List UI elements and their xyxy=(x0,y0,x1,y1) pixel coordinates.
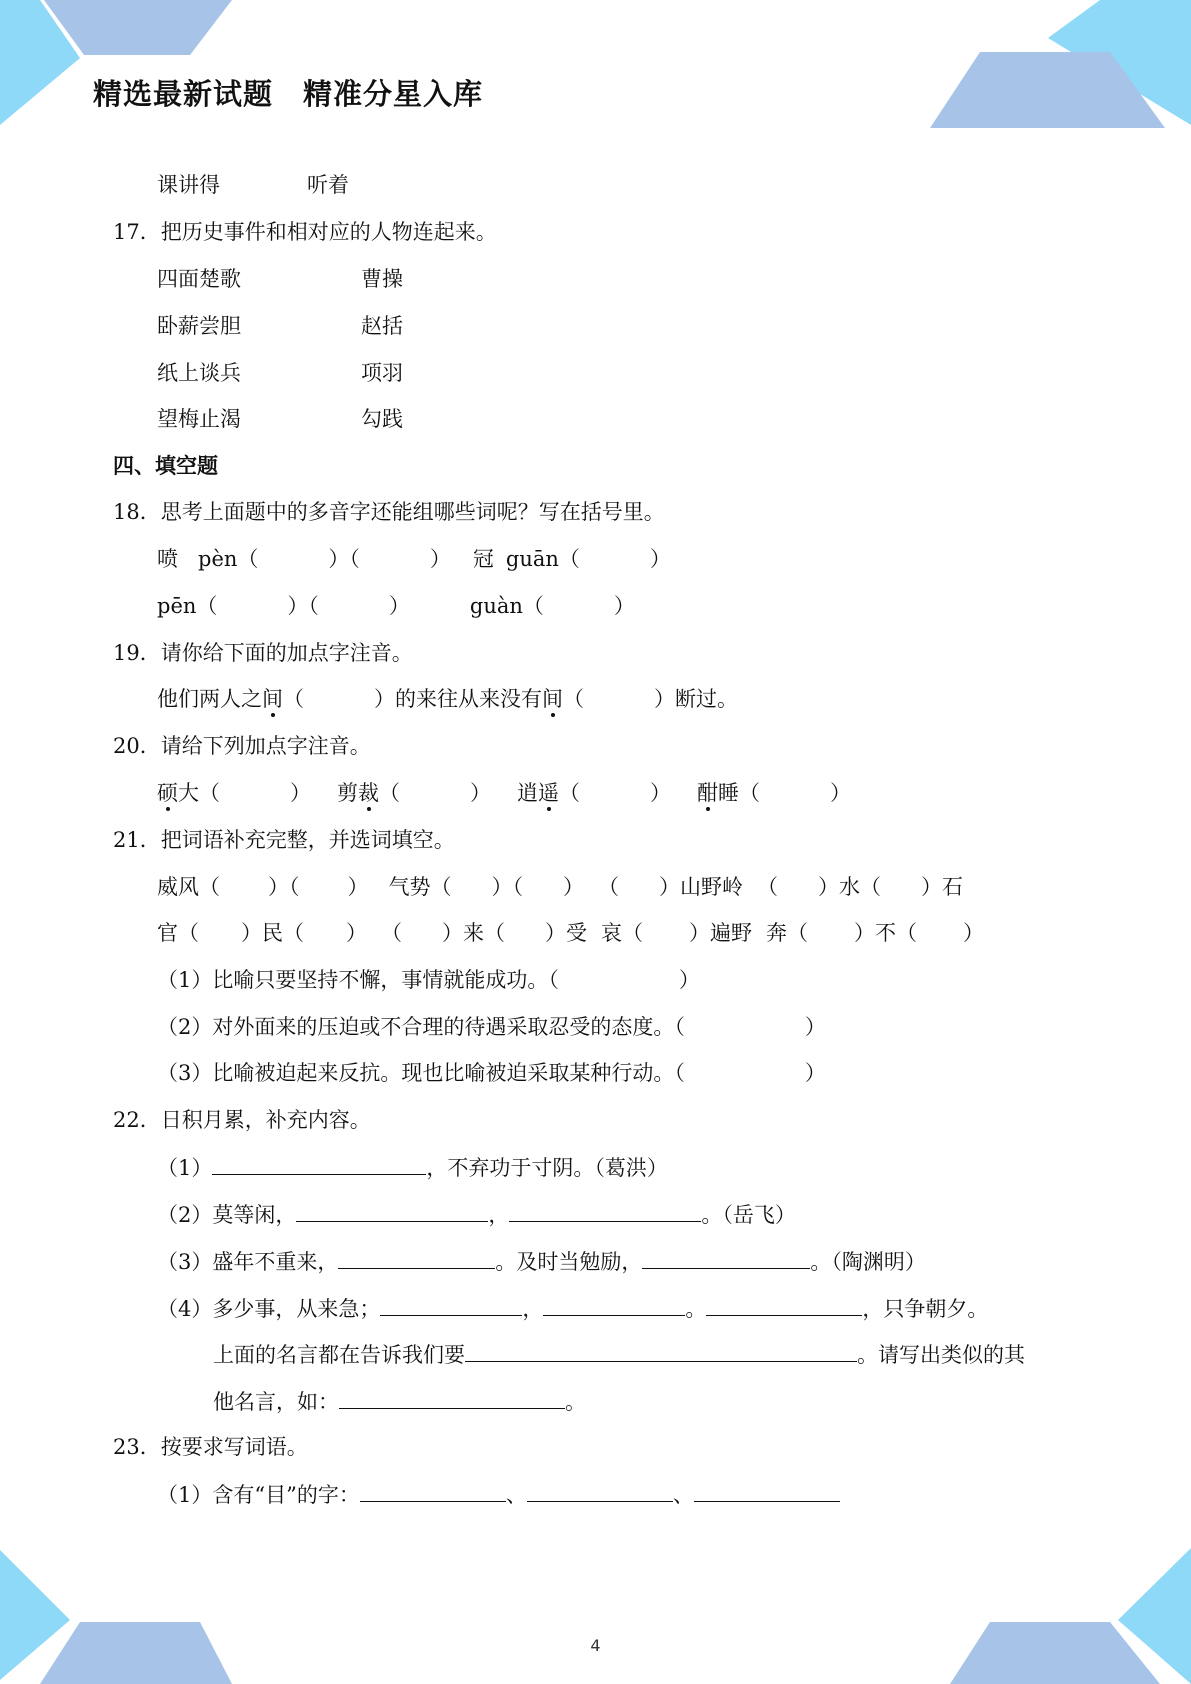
text-fragment: ）（ xyxy=(268,875,300,899)
text-fragment: ） xyxy=(649,547,671,571)
text-fragment: ） xyxy=(429,547,451,571)
text-fragment: ）遍野 xyxy=(689,921,752,945)
text-fragment: ）的来往从来没有 xyxy=(374,687,542,711)
text-fragment: 。及时当勉励， xyxy=(495,1250,643,1274)
match-person: 曹操 xyxy=(361,267,403,291)
text-fragment: ）受 xyxy=(545,921,587,945)
answer-blank[interactable] xyxy=(338,1246,495,1269)
text-fragment: （ xyxy=(757,875,778,899)
text-fragment: 他们两人之 xyxy=(157,687,262,711)
question-18: 18．思考上面题中的多音字还能组哪些词呢？写在括号里。 xyxy=(113,500,665,524)
text-fragment: ，只争朝夕。 xyxy=(862,1297,989,1321)
match-event: 纸上谈兵 xyxy=(157,361,241,385)
text-fragment: 威风（ xyxy=(157,875,220,899)
answer-blank[interactable] xyxy=(527,1479,673,1502)
text-fragment: ）（ xyxy=(287,594,319,618)
text-fragment: （ xyxy=(199,781,220,805)
text-fragment: （ xyxy=(237,547,259,571)
question-21-line-1 xyxy=(157,873,963,901)
answer-blank[interactable] xyxy=(642,1246,810,1269)
text-fragment: ） xyxy=(830,781,851,805)
text-fragment: （ xyxy=(522,594,544,618)
text-fragment: ） xyxy=(804,1061,826,1085)
text-fragment: （ xyxy=(283,687,304,711)
text-fragment: ）（ xyxy=(491,875,523,899)
text-fragment: （ xyxy=(739,781,760,805)
text-fragment: 。 xyxy=(685,1297,707,1321)
text-fragment: ）来（ xyxy=(442,921,505,945)
question-22-example xyxy=(213,1386,586,1416)
dotted-character: 硕 xyxy=(157,781,178,805)
question-23: 23．按要求写词语。 xyxy=(113,1435,308,1459)
text-fragment: ） xyxy=(347,875,369,899)
text-fragment: （2）莫等闲， xyxy=(157,1203,297,1227)
text-fragment: ） xyxy=(563,875,584,899)
question-22-summary xyxy=(213,1339,1025,1369)
text-fragment: 。（岳飞） xyxy=(701,1203,796,1227)
answer-blank[interactable] xyxy=(296,1199,488,1222)
text-fragment: （3）盛年不重来， xyxy=(157,1250,339,1274)
dotted-character: 间 xyxy=(262,687,283,711)
text-fragment: （ xyxy=(379,781,400,805)
pinyin: pēn xyxy=(157,594,197,618)
text-fragment: 。（陶渊明） xyxy=(810,1250,926,1274)
text-fragment: ， xyxy=(488,1203,510,1227)
question-21-item-2 xyxy=(157,1013,826,1041)
pinyin: guàn xyxy=(469,594,523,618)
question-18-line-2 xyxy=(157,592,635,620)
question-20-line xyxy=(157,779,851,807)
text-fragment: （2）对外面来的压迫或不合理的待遇采取忍受的态度。（ xyxy=(157,1015,685,1039)
question-21: 21．把词语补充完整，并选词填空。 xyxy=(113,828,455,852)
match-event: 卧薪尝胆 xyxy=(157,314,241,338)
question-22-item-4 xyxy=(157,1293,988,1323)
text-fragment: （ xyxy=(598,875,619,899)
dotted-character: 间 xyxy=(542,687,563,711)
answer-blank[interactable] xyxy=(509,1199,701,1222)
text-fragment: ）山野岭 xyxy=(659,875,743,899)
text-fragment: （3）比喻被迫起来反抗。现也比喻被迫采取某种行动。（ xyxy=(157,1061,685,1085)
question-18-line-1 xyxy=(157,545,671,573)
text-fragment: 他名言，如： xyxy=(213,1390,339,1414)
pinyin: guān xyxy=(505,547,559,571)
match-person: 项羽 xyxy=(361,361,403,385)
text-fragment: ，不弃功于寸阴。（葛洪） xyxy=(426,1156,668,1180)
text-fragment: （1） xyxy=(157,1156,213,1180)
text-fragment: ）断过。 xyxy=(654,687,738,711)
page-number: 4 xyxy=(590,1636,601,1655)
match-event: 四面楚歌 xyxy=(157,267,241,291)
match-person: 勾践 xyxy=(361,407,403,431)
header-title: 精选最新试题 精准分星入库 xyxy=(93,77,484,111)
match-person: 赵括 xyxy=(361,314,403,338)
text-fragment: 官（ xyxy=(157,921,199,945)
question-22-item-1 xyxy=(157,1152,668,1182)
text-fragment: ）民（ xyxy=(241,921,304,945)
answer-blank[interactable] xyxy=(360,1479,506,1502)
text-fragment: 、 xyxy=(505,1483,527,1507)
text-fragment: 课讲得 xyxy=(157,173,220,197)
text-fragment: 。请写出类似的其 xyxy=(857,1343,1025,1367)
text-fragment: 喷 xyxy=(157,547,178,571)
text-fragment: ）水（ xyxy=(818,875,881,899)
text-fragment: 听着 xyxy=(307,173,349,197)
question-22-item-2 xyxy=(157,1199,796,1229)
text-fragment: ， xyxy=(522,1297,544,1321)
dotted-character: 遥 xyxy=(538,781,559,805)
text-fragment: （ xyxy=(563,687,584,711)
pinyin: pèn xyxy=(198,547,238,571)
text-fragment: ） xyxy=(963,921,984,945)
text-fragment: ） xyxy=(613,594,635,618)
text-fragment: ） xyxy=(678,968,700,992)
text-fragment: 剪 xyxy=(337,781,358,805)
text-fragment: ） xyxy=(804,1015,826,1039)
text-fragment: （1）比喻只要坚持不懈，事情就能成功。（ xyxy=(157,968,559,992)
text-fragment: 逍 xyxy=(517,781,538,805)
text-fragment: 。 xyxy=(565,1390,586,1414)
text-fragment: ）（ xyxy=(328,547,360,571)
answer-blank[interactable] xyxy=(380,1293,522,1316)
answer-blank[interactable] xyxy=(465,1339,857,1362)
text-fragment: 奔（ xyxy=(766,921,808,945)
question-19: 19．请你给下面的加点字注音。 xyxy=(113,641,413,665)
answer-blank[interactable] xyxy=(212,1152,426,1175)
text-fragment: （4）多少事，从来急； xyxy=(157,1297,381,1321)
question-22-item-3 xyxy=(157,1246,926,1276)
text-fragment: （ xyxy=(559,781,580,805)
text-fragment: 上面的名言都在告诉我们要 xyxy=(213,1343,465,1367)
question-21-item-3 xyxy=(157,1059,826,1087)
text-fragment: （ xyxy=(381,921,402,945)
text-fragment: ） xyxy=(290,781,311,805)
text-fragment: ） xyxy=(650,781,671,805)
question-21-line-2 xyxy=(157,919,984,947)
text-fragment: （ xyxy=(558,547,580,571)
text-fragment: ）石 xyxy=(921,875,963,899)
text-fragment: （ xyxy=(196,594,218,618)
text-fragment: 大 xyxy=(178,781,199,805)
text-fragment: ） xyxy=(388,594,410,618)
text-fragment: 哀（ xyxy=(601,921,643,945)
question-21-item-1 xyxy=(157,966,700,994)
match-event: 望梅止渴 xyxy=(157,407,241,431)
text-fragment: ） xyxy=(470,781,491,805)
text-fragment: ） xyxy=(346,921,367,945)
text-fragment: 气势（ xyxy=(388,875,452,899)
bottom-right-decoration xyxy=(950,1540,1191,1684)
dotted-character: 裁 xyxy=(358,781,379,805)
text-fragment: 睡 xyxy=(718,781,739,805)
question-19-line xyxy=(157,685,738,713)
answer-blank[interactable] xyxy=(706,1293,862,1316)
section-heading: 四、填空题 xyxy=(113,454,218,478)
question-23-item-1 xyxy=(157,1479,840,1509)
top-right-decoration xyxy=(930,0,1191,130)
text-fragment: （1）含有“目”的字： xyxy=(157,1483,360,1507)
question-22: 22．日积月累，补充内容。 xyxy=(113,1108,371,1132)
text-fragment: ）不（ xyxy=(854,921,917,945)
text-fragment: 冠 xyxy=(472,547,494,571)
question-17: 17．把历史事件和相对应的人物连起来。 xyxy=(113,220,497,244)
dotted-character: 酣 xyxy=(697,781,718,805)
answer-blank[interactable] xyxy=(694,1479,840,1502)
answer-blank[interactable] xyxy=(543,1293,685,1316)
bottom-left-decoration xyxy=(0,1540,240,1684)
question-20: 20．请给下列加点字注音。 xyxy=(113,734,371,758)
answer-blank[interactable] xyxy=(339,1386,565,1409)
text-fragment: 、 xyxy=(672,1483,694,1507)
